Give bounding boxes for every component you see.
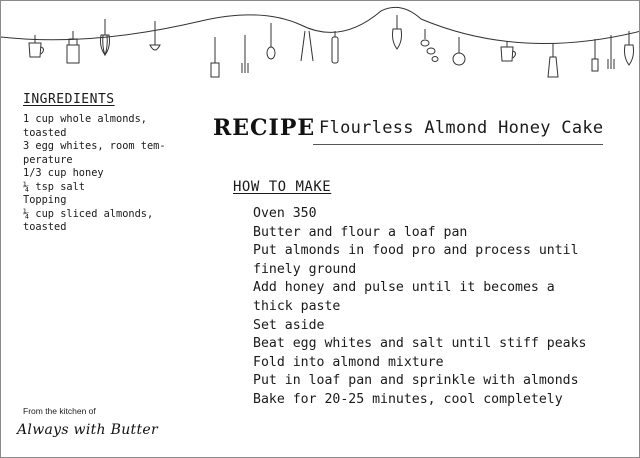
step-line: Fold into almond mixture [253, 354, 444, 370]
ingredient-line: ¼ tsp salt [23, 180, 85, 193]
ingredient-line: Topping [23, 194, 67, 206]
step-line: finely ground [253, 261, 357, 277]
whisk-icon [625, 31, 634, 65]
tongs-icon [301, 31, 313, 61]
ladle-icon [150, 21, 160, 50]
garland-string [1, 7, 640, 43]
spoon-icon [267, 23, 275, 59]
cleaver-icon [67, 31, 79, 63]
mug-icon [29, 35, 44, 57]
recipe-label: RECIPE [213, 115, 316, 141]
step-line: Oven 350 [253, 206, 317, 221]
step-line: Butter and flour a loaf pan [253, 224, 468, 240]
ingredient-line: 3 egg whites, room tem- [23, 140, 166, 152]
title-underline [313, 144, 603, 145]
strainer-icon [453, 37, 465, 65]
from-kitchen-label: From the kitchen of [23, 406, 96, 416]
ingredient-line: 1/3 cup honey [23, 167, 104, 179]
recipe-title: Flourless Almond Honey Cake [319, 118, 604, 138]
ingredients-list [23, 113, 173, 235]
method-steps [253, 205, 586, 410]
kitchen-utensil-garland [1, 1, 640, 91]
ingredients-heading: INGREDIENTS [23, 92, 115, 107]
step-line: Put almonds in food pro and process until [253, 243, 579, 259]
step-line: Beat egg whites and salt until stiff peaks [253, 336, 587, 352]
ingredient-line: toasted [23, 126, 67, 139]
fork-icon [242, 35, 248, 73]
mug-icon [501, 41, 516, 61]
spatula-icon [211, 37, 219, 77]
rolling-pin-icon [332, 31, 338, 63]
step-line: Bake for 20-25 minutes, cool completely [253, 391, 563, 407]
whisk-icon [393, 15, 402, 49]
step-line: thick paste [253, 298, 341, 314]
ingredient-line: ¼ cup sliced almonds, [23, 207, 154, 220]
grater-icon [548, 43, 558, 77]
step-line: Put in loaf pan and sprinkle with almonds [253, 373, 579, 389]
ingredient-line: toasted [23, 221, 67, 233]
measuring-spoons-icon [421, 29, 438, 62]
method-heading: HOW TO MAKE [233, 179, 332, 195]
fork-icon [608, 35, 614, 69]
step-line: Set aside [253, 317, 325, 333]
step-line: Add honey and pulse until it becomes a [253, 280, 555, 296]
spatula-icon [592, 39, 598, 71]
brand-signature: Always with Butter [17, 422, 158, 438]
ingredient-line: perature [23, 153, 73, 166]
ingredient-line: 1 cup whole almonds, [23, 113, 147, 125]
